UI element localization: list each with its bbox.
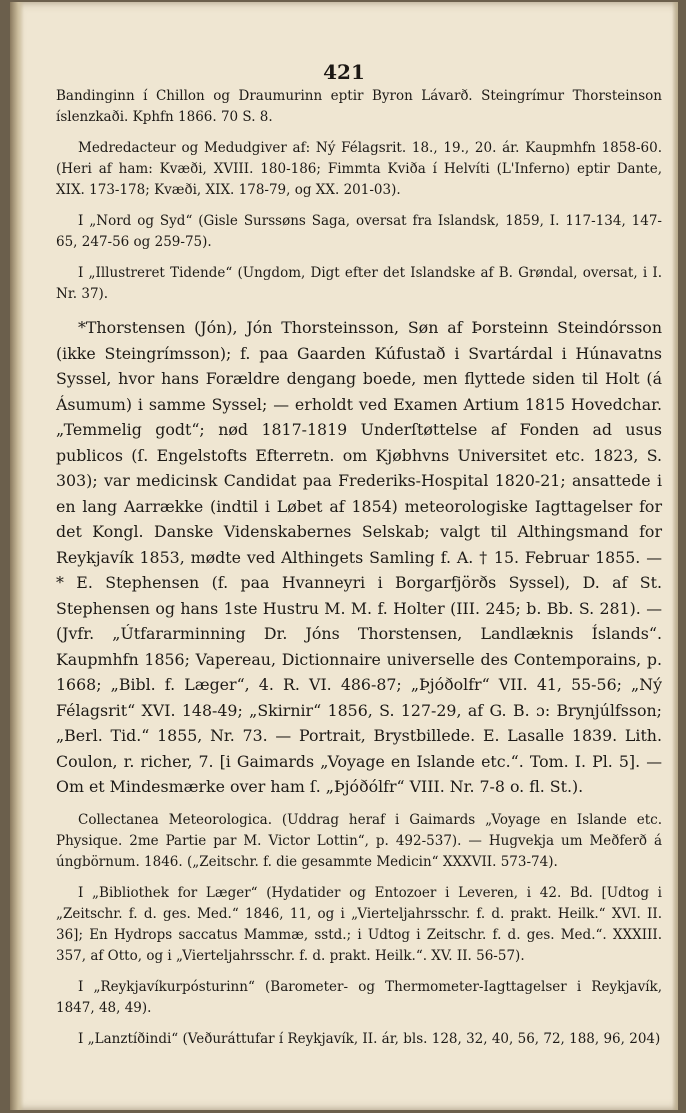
page-edge-shadow <box>672 2 678 1110</box>
book-page <box>10 2 678 1110</box>
entry-illustreret-tidende: I „Illustreret Tidende“ (Ungdom, Digt efter det Islandske af B. Grøndal, oversat, i I. Nr. 37). <box>56 265 662 302</box>
entry-collectanea: Collectanea Meteorologica. (Uddrag heraf i Gaimards „Voyage en Islande etc. Physique. 2me Partie par M. Victor Lottin“, p. 492-537). — Hugvekja um Meðferð á úngbörnum. 1846. („Zeitschr. f. die gesammte Medicin“ XXXVII. 573-74). <box>56 811 662 870</box>
entry-lanztidindi: I „Lanztíðindi“ (Veðuráttufar í Reykjavík, II. ár, bls. 128, 32, 40, 56, 72, 188, 96, 204) <box>78 1030 661 1047</box>
page-spine-shadow <box>10 2 24 1110</box>
entry-medredacteur: Medredacteur og Medudgiver af: Ný Félagsrit. 18., 19., 20. ár. Kaupmhfn 1858-60. (Heri af ham: Kvæði, XVIII. 180-186; Fimmta Kviða í Helvíti (L'Inferno) eptir Dante, XIX. 173-178; Kvæði, XIX. 178-79, og XX. 201-03). <box>56 140 662 198</box>
page-text <box>56 86 662 1060</box>
entry-nord-og-syd: I „Nord og Syd“ (Gisle Surssøns Saga, oversat fra Islandsk, 1859, I. 117-134, 147-65, 247-56 og 259-75). <box>56 213 662 250</box>
entry-reykjavikurposturinn: I „Reykjavíkurpósturinn“ (Barometer- og Thermometer-Iagttagelser i Reykjavík, 1847, 48, 49). <box>56 978 662 1016</box>
page-number: 421 <box>323 60 365 84</box>
entry-bibliothek: I „Bibliothek for Læger“ (Hydatider og Entozoer i Leveren, i 42. Bd. [Udtog i „Zeitschr. f. d. ges. Med.“ 1846, 11, og i „Vierteljahrsschr. f. d. prakt. Heilk.“ XVI. II. 36]; En Hydrops saccatus Mammæ, sstd.; i Udtog i Zeitschr. f. d. ges. Med.“. XXXIII. 357, af Otto, og i „Vierteljahrsschr. f. d. prakt. Heilk.“. XV. II. 56-57). <box>56 884 662 964</box>
biography-block <box>56 315 662 800</box>
entry-byron: Bandinginn í Chillon og Draumurinn eptir Byron Lávarð. Steingrímur Thorsteinson íslenzkaði. Kphfn 1866. 70 S. 8. <box>56 88 662 125</box>
entry-thorstensen-biography: *Thorstensen (Jón), Jón Thorsteinsson, Søn af Þorsteinn Steindórsson (ikke Steingrímsson); f. paa Gaarden Kúfustað i Svartárdal i Húnavatns Syssel, hvor hans Forældre dengang boede, men flyttede siden til Holt (á Ásumum) i samme Syssel; — erholdt ved Examen Artium 1815 Hovedchar. „Temmelig godt“; nød 1817-1819 Underſtøttelse af Fonden ad usus publicos (ſ. Engelstofts Efterretn. om Kjøbhvns Universitet etc. 1823, S. 303); var medicinsk Candidat paa Frederiks-Hospital 1820-21; ansattede i en lang Aarrække (indtil i Løbet af 1854) meteorologiske Iagttagelser for det Kongl. Danske Videnskabernes Selskab; valgt til Althingsmand for Reykjavík 1853, mødte ved Althingets Samling f. A. † 15. Februar 1855. — * E. Stephensen (f. paa Hvanneyri i Borgarfjörðs Syssel), D. af St. Stephensen og hans 1ste Hustru M. M. f. Holter (III. 245; b. Bb. S. 281). — (Jvfr. „Útfararminning Dr. Jóns Thorstensen, Landlæknis Íslands“. Kaupmhfn 1856; Vapereau, Dictionnaire universelle des Contemporains, p. 1668; „Bibl. f. Læger“, 4. R. VI. 486-87; „Þjóðolfr“ VII. 41, 55-56; „Ný Félagsrit“ XVI. 148-49; „Skirnir“ 1856, S. 127-29, af G. B. ɔ: Brynjúlfsson; „Berl. Tid.“ 1855, Nr. 73. — Portrait, Brystbillede. E. Lasalle 1839. Lith. Coulon, r. richer, 7. [i Gaimards „Voyage en Islande etc.“. Tom. I. Pl. 5]. — Om et Mindesmærke over ham ſ. „Þjóðólfr“ VIII. Nr. 7-8 o. fl. St.). <box>56 318 662 796</box>
